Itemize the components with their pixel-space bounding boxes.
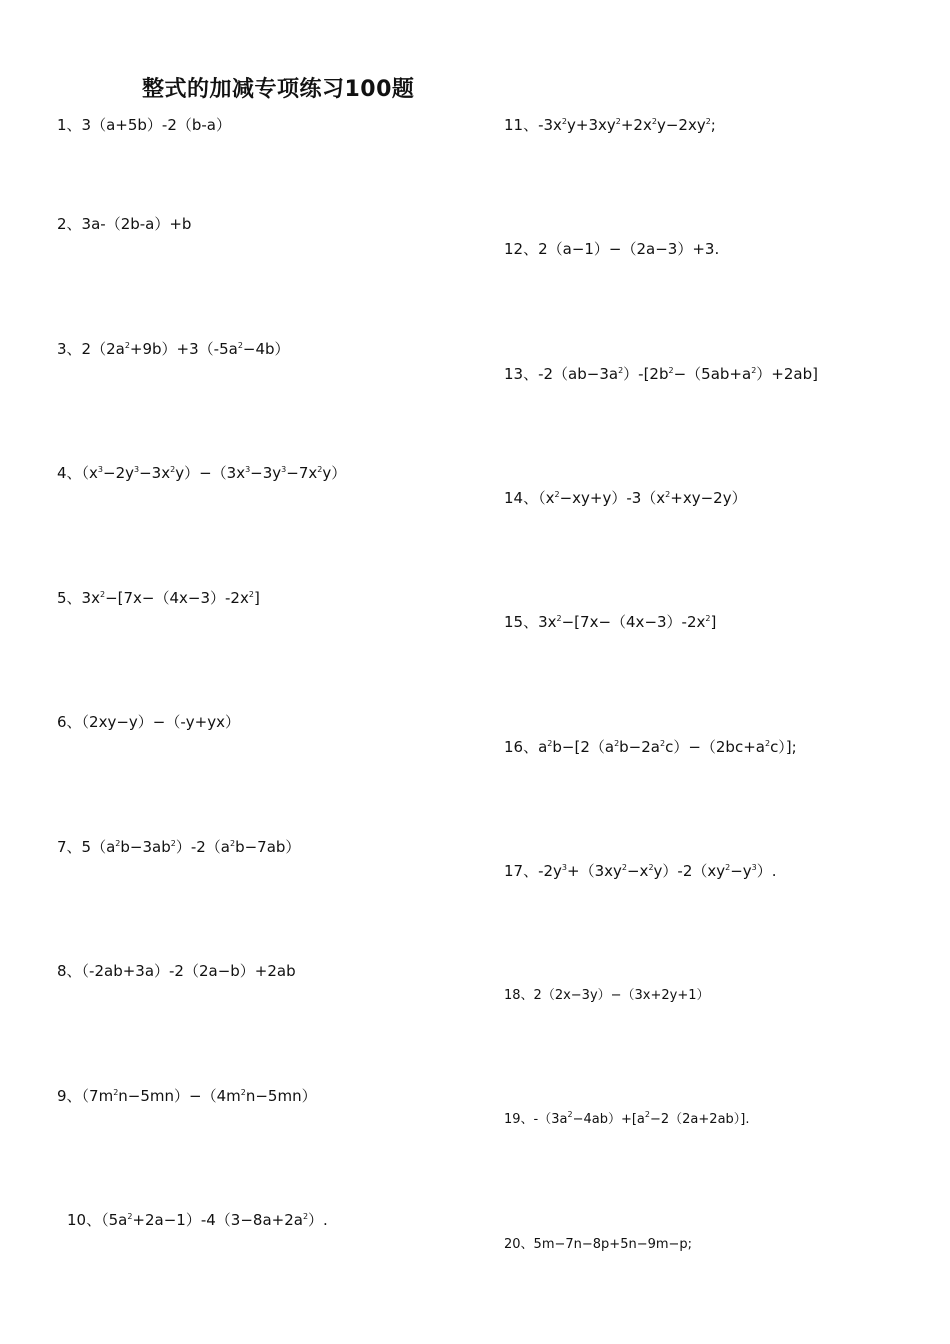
problem-11: 11、$-3x^2y+3xy^2+2x^2y-2xy^2$; bbox=[504, 116, 716, 134]
problem-1: 1、3（a+5b）-2（b-a） bbox=[57, 116, 231, 134]
problem-17: 17、$-2y^3+(3xy^2-x^2y)-2(xy^2-y^3)$. bbox=[504, 862, 777, 880]
problem-4: 4、$(x^3-2y^3-3x^2y)-(3x^3-3y^3-7x^2y)$ bbox=[57, 464, 347, 482]
page-title: 整式的加减专项练习100题 bbox=[142, 77, 415, 102]
problem-18: 18、2（2x−3y）−（3x+2y+1） bbox=[504, 988, 710, 1003]
problem-5: 5、$3x^2-[7x-(4x-3)-2x^2]$ bbox=[57, 589, 260, 607]
problem-15: 15、$3x^2-[7x-(4x-3)-2x^2]$ bbox=[504, 613, 717, 631]
problem-3: 3、$2(2a^2+9b)+3(-5a^2-4b)$ bbox=[57, 340, 290, 358]
problem-2: 2、3a-（2b-a）+b bbox=[57, 215, 192, 233]
problem-6: 6、（2xy−y）−（-y+yx） bbox=[57, 713, 240, 731]
problem-20: 20、5m−7n−8p+5n−9m−p; bbox=[504, 1237, 693, 1252]
problem-9: 9、$(7m^2n-5mn)-(4m^2n-5mn)$ bbox=[57, 1087, 317, 1105]
problem-12: 12、2（a−1）−（2a−3）+3. bbox=[504, 240, 720, 258]
problem-13: 13、$-2(ab-3a^2)-[2b^2-(5ab+a^2)+2ab]$ bbox=[504, 365, 818, 383]
problem-19: 19、$-(3a^2-4ab)+[a^2-2(2a+2ab)]$. bbox=[504, 1110, 750, 1127]
problem-8: 8、（-2ab+3a）-2（2a−b）+2ab bbox=[57, 962, 296, 980]
problem-14: 14、$(x^2-xy+y)-3(x^2+xy-2y)$ bbox=[504, 489, 747, 507]
problem-7: 7、$5(a^2b-3ab^2)-2(a^2b-7ab)$ bbox=[57, 838, 301, 856]
problem-10: 10、$(5a^2+2a-1)-4(3-8a+2a^2)$. bbox=[67, 1211, 328, 1229]
problem-16: 16、$a^2b-[2(a^2b-2a^2c)-(2bc+a^2c)]$; bbox=[504, 738, 797, 756]
